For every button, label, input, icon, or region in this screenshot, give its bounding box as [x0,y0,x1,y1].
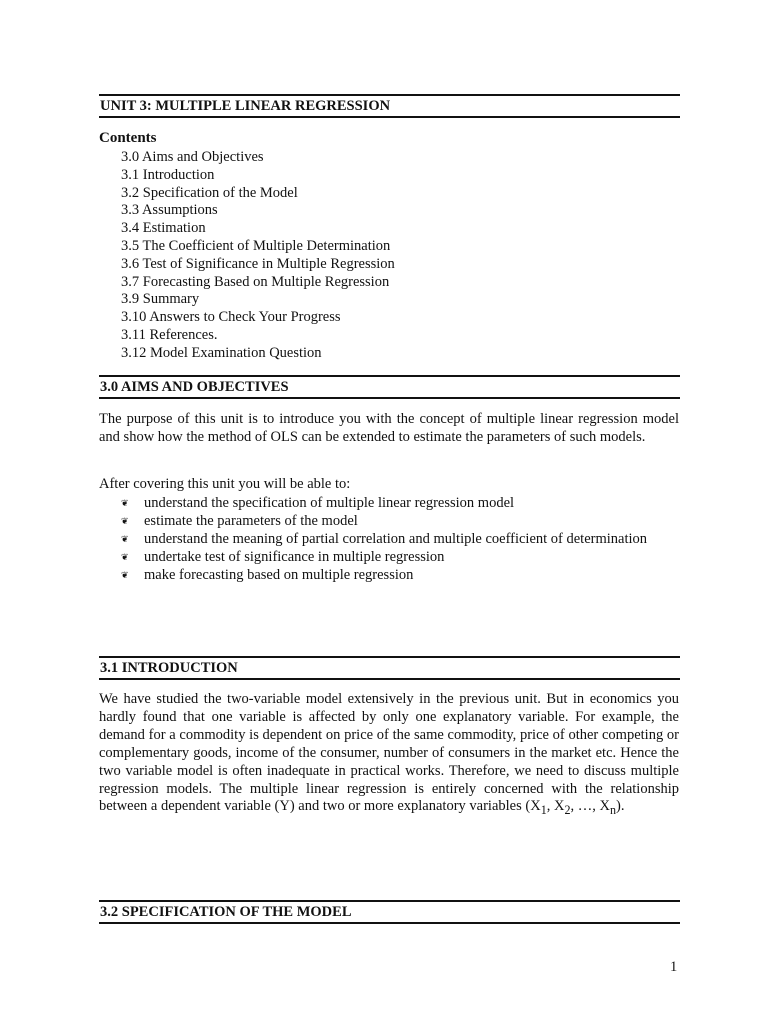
fleuron-bullet-icon: ❦ [121,534,129,544]
aims-heading: 3.0 AIMS AND OBJECTIVES [99,375,680,399]
variables-close: ). [616,798,625,815]
toc-item: 3.11 References. [121,326,218,343]
variables-separator: , …, X [570,798,610,815]
variables-separator: , X [546,798,565,815]
toc-item: 3.7 Forecasting Based on Multiple Regression [121,273,390,290]
contents-title: Contents [99,130,157,146]
toc-item: 3.12 Model Examination Question [121,344,322,361]
specification-heading: 3.2 SPECIFICATION OF THE MODEL [99,900,680,924]
objective-item [121,548,647,566]
table-of-contents [121,149,395,363]
toc-item: 3.5 The Coefficient of Multiple Determination [121,237,391,254]
fleuron-bullet-icon: ❦ [121,570,129,580]
objective-item [121,494,647,512]
subscript-1: 1 [540,803,547,818]
introduction-heading: 3.1 INTRODUCTION [99,656,680,680]
aims-paragraph: The purpose of this unit is to introduce you with the concept of multiple linear regression model and show how the method of OLS can be extended to estimate the parameters of such models. [99,411,679,445]
subscript-2: 2 [564,803,571,818]
objectives-list [121,494,647,584]
introduction-paragraph [99,691,679,820]
toc-item: 3.6 Test of Significance in Multiple Regression [121,255,395,272]
toc-item: 3.4 Estimation [121,220,206,237]
toc-item: 3.9 Summary [121,291,200,308]
objective-text: understand the specification of multiple linear regression model [144,495,515,511]
subscript-n: n [610,803,617,818]
toc-item: 3.10 Answers to Check Your Progress [121,309,341,326]
objective-text: make forecasting based on multiple regression [144,567,414,583]
variables-open: (X [525,798,541,815]
toc-item: 3.1 Introduction [121,166,215,183]
toc-item: 3.0 Aims and Objectives [121,149,264,165]
explanatory-variables [525,798,625,818]
objective-item [121,512,647,530]
objective-text: understand the meaning of partial correlation and multiple coefficient of determination [144,531,648,547]
objective-text: estimate the parameters of the model [144,513,358,529]
fleuron-bullet-icon: ❦ [121,552,129,562]
fleuron-bullet-icon: ❦ [121,498,129,508]
objective-text: undertake test of significance in multiple regression [144,549,445,565]
fleuron-bullet-icon: ❦ [121,516,129,526]
page-number: 1 [670,959,678,975]
objective-item [121,530,647,548]
unit-heading: UNIT 3: MULTIPLE LINEAR REGRESSION [99,94,680,118]
objective-item [121,566,647,584]
toc-item: 3.2 Specification of the Model [121,184,298,201]
toc-item: 3.3 Assumptions [121,202,218,219]
aims-lead: After covering this unit you will be able to: [99,476,351,492]
introduction-text: We have studied the two-variable model extensively in the previous unit. But in economics you hardly found that one variable is affected by only one explanatory variable. For example, the demand for a commodity is dependent on price of the same commodity, price of other competing or complementary goods, income of the consumer, number of consumers in the market etc. Hence the two variable model is often inadequate in practical works. Therefore, we need to discuss multiple regression models. The multiple linear regression is entirely concerned with the relationship between a dependent variable (Y) and two or more explanatory variables [99,691,679,815]
